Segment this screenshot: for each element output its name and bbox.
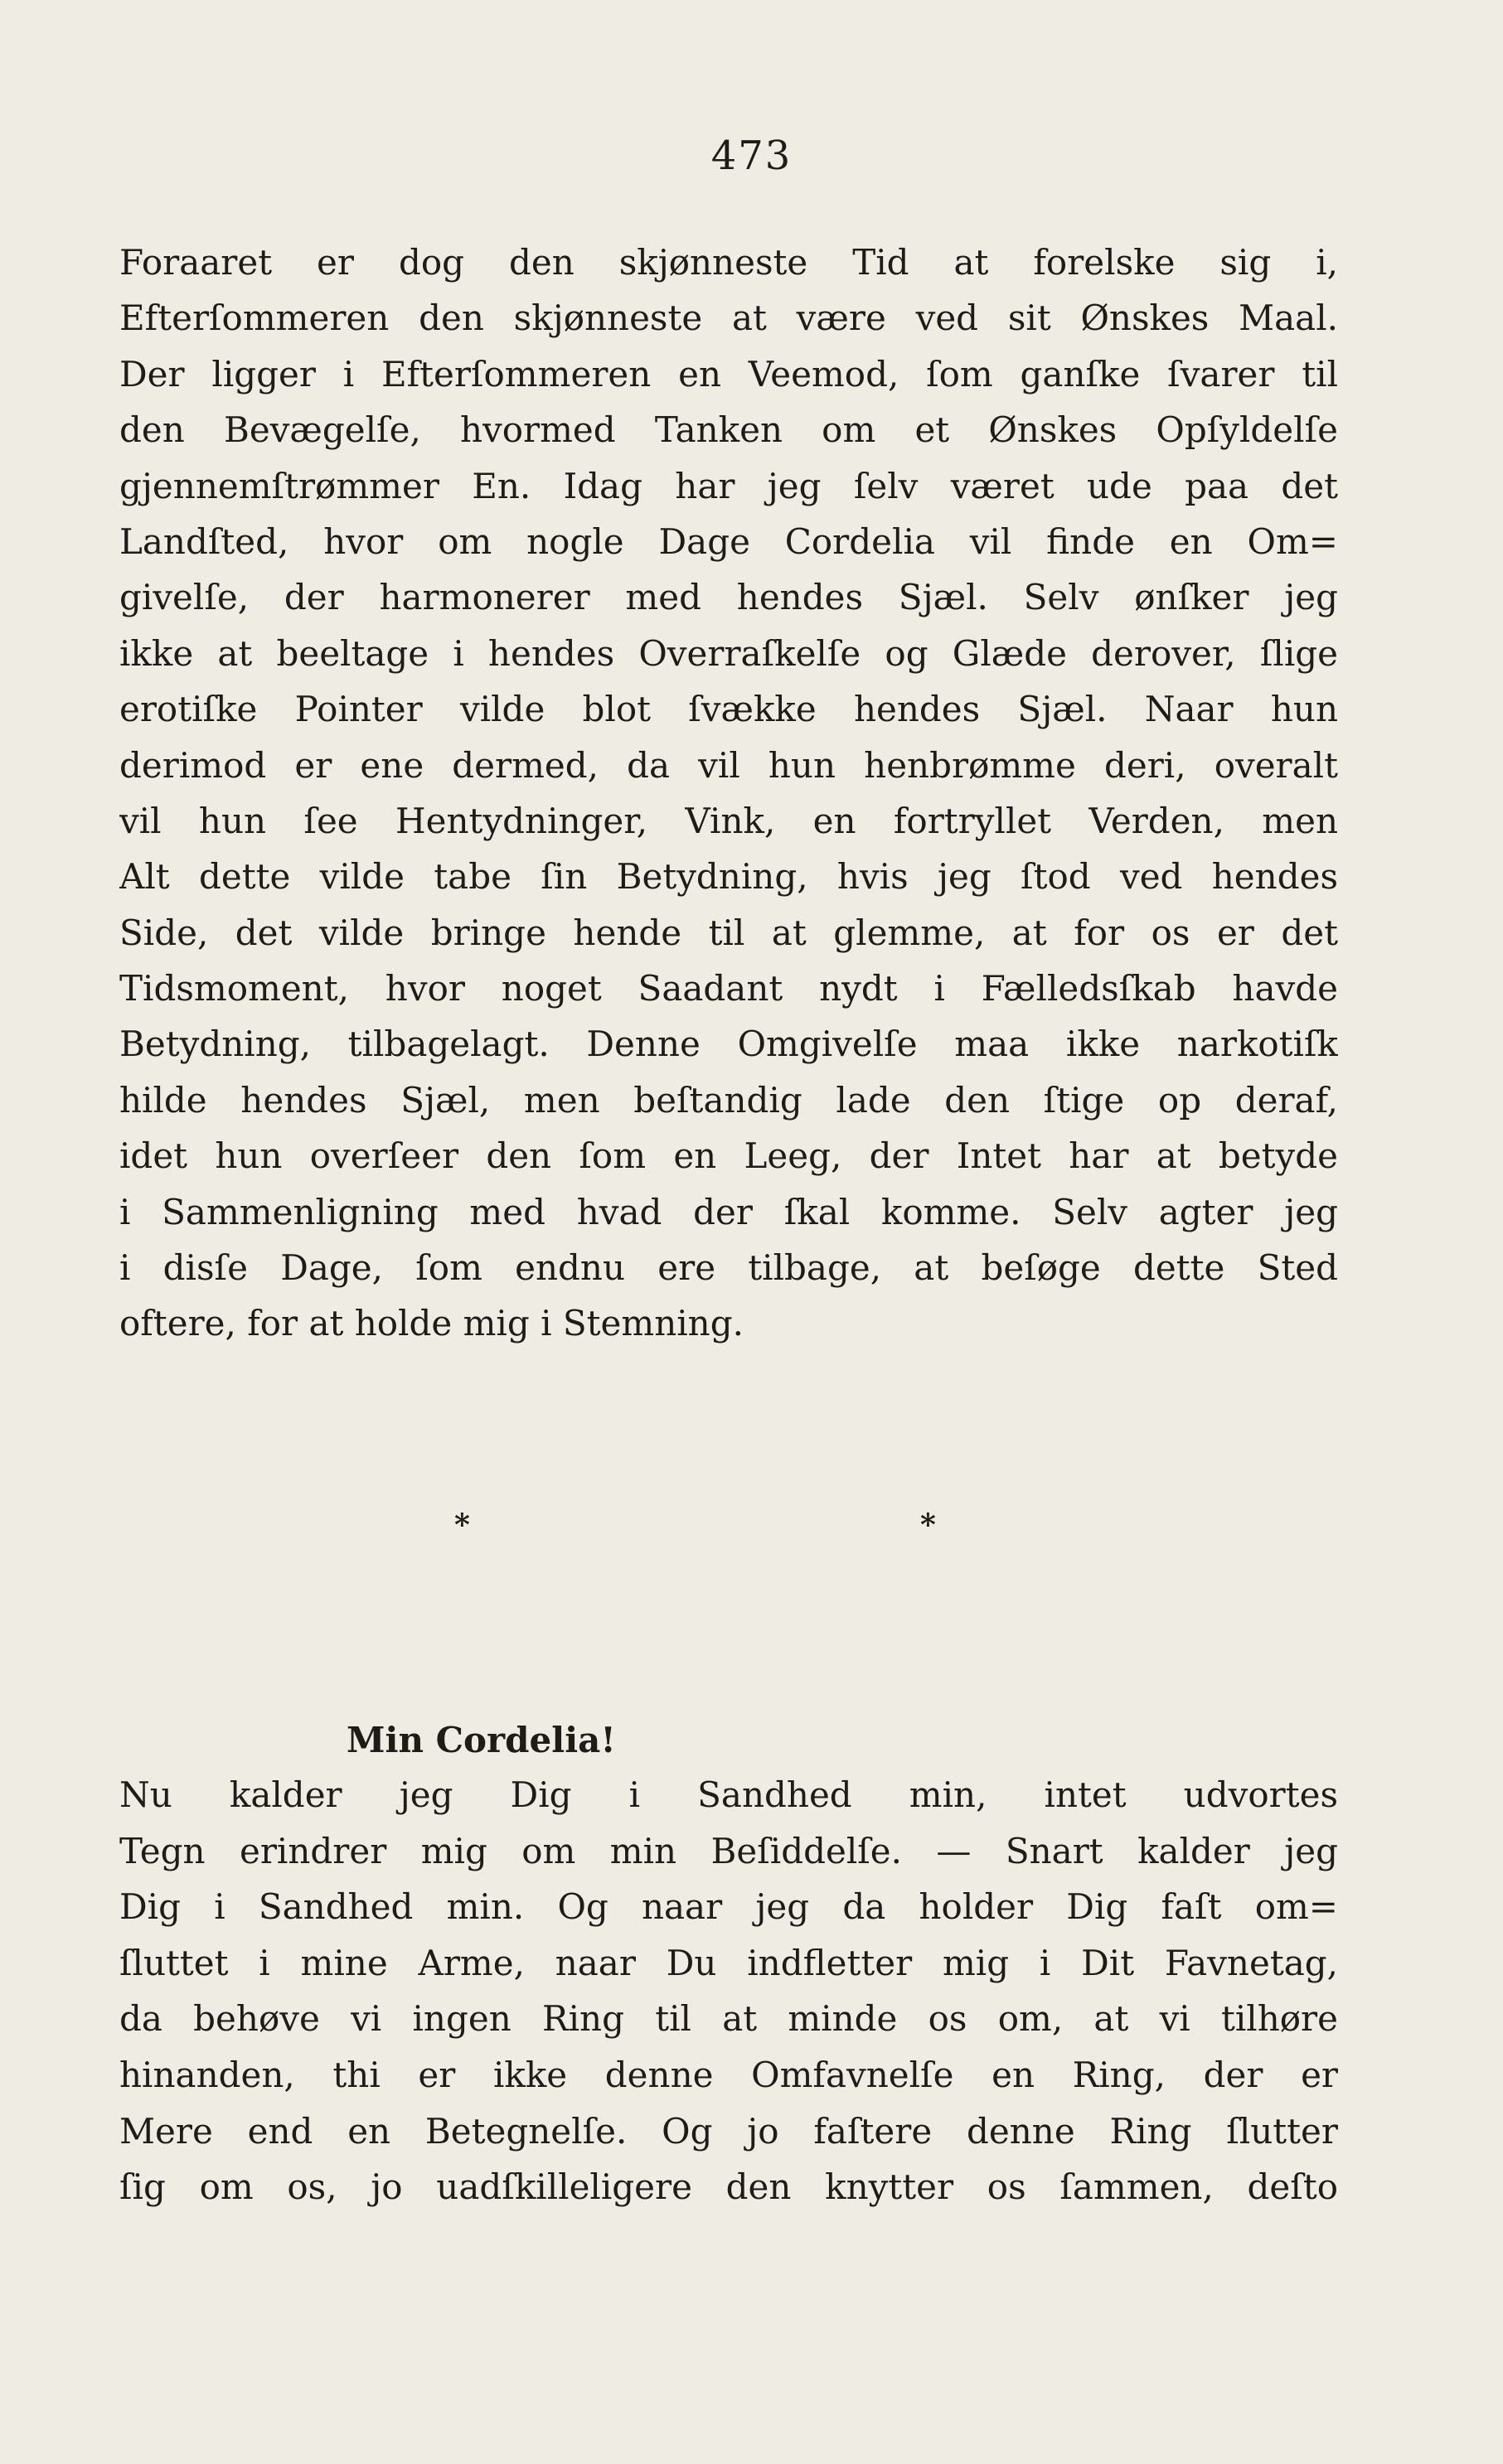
text-line: Der ligger i Efterſommeren en Veemod, ſom ganſke ſvarer til <box>119 353 1338 395</box>
text-line: Mere end en Betegnelſe. Og jo faſtere denne Ring ſlutter <box>119 2110 1338 2152</box>
text-line: derimod er ene dermed, da vil hun henbrømme deri, overalt <box>119 744 1338 786</box>
text-line: den Bevægelſe, hvormed Tanken om et Ønskes Opſyldelſe <box>119 409 1338 451</box>
text-line: i disſe Dage, ſom endnu ere tilbage, at beſøge dette Sted <box>119 1247 1338 1289</box>
text-line: Landſted, hvor om nogle Dage Cordelia vil finde en Om= <box>119 520 1338 562</box>
asterisk-right: * <box>920 1508 936 1542</box>
text-line: vil hun ſee Hentydninger, Vink, en fortryllet Verden, men <box>119 800 1338 841</box>
text-line: Side, det vilde bringe hende til at glemme, at for os er det <box>119 912 1338 953</box>
text-line: ſig om os, jo uadſkilleligere den knytter os ſammen, deſto <box>119 2166 1338 2208</box>
text-line: gjennemſtrømmer En. Idag har jeg ſelv været ude paa det <box>119 465 1338 506</box>
text-line: hilde hendes Sjæl, men beſtandig lade den ſtige op deraf, <box>119 1079 1338 1121</box>
paragraph-1 <box>119 235 1338 1352</box>
letter-salutation: Min Cordelia! <box>347 1720 616 1760</box>
text-line: erotiſke Pointer vilde blot ſvække hendes Sjæl. Naar hun <box>119 689 1338 730</box>
text-line: hinanden, thi er ikke denne Omfavnelſe en Ring, der er <box>119 2054 1338 2095</box>
text-line: oftere, for at holde mig i Stemning. <box>119 1303 744 1344</box>
text-line: Tidsmoment, hvor noget Saadant nydt i Fælledsſkab havde <box>119 968 1338 1009</box>
text-line: Betydning, tilbagelagt. Denne Omgivelſe maa ikke narkotiſk <box>119 1024 1338 1065</box>
text-line: Foraaret er dog den skjønneste Tid at forelske sig i, <box>119 242 1338 283</box>
text-line: ſluttet i mine Arme, naar Du indfletter mig i Dit Favnetag, <box>119 1942 1338 1983</box>
text-line: Alt dette vilde tabe ſin Betydning, hvis jeg ſtod ved hendes <box>119 856 1338 898</box>
text-line: Tegn erindrer mig om min Beſiddelſe. — Snart kalder jeg <box>119 1830 1338 1871</box>
paragraph-2 <box>119 1767 1338 2215</box>
text-line: Nu kalder jeg Dig i Sandhed min, intet udvortes <box>119 1774 1338 1815</box>
text-line: da behøve vi ingen Ring til at minde os om, at vi tilhøre <box>119 1998 1338 2040</box>
asterisk-left: * <box>454 1508 470 1542</box>
text-line: i Sammenligning med hvad der ſkal komme. Selv agter jeg <box>119 1191 1338 1232</box>
text-line: Efterſommeren den skjønneste at være ved sit Ønskes Maal. <box>119 298 1338 339</box>
text-line: givelſe, der harmonerer med hendes Sjæl. Selv ønſker jeg <box>119 577 1338 618</box>
text-line: Dig i Sandhed min. Og naar jeg da holder Dig faſt om= <box>119 1886 1338 1928</box>
text-line: idet hun overſeer den ſom en Leeg, der Intet har at betyde <box>119 1135 1338 1177</box>
page-number: 473 <box>710 133 793 179</box>
section-separator <box>0 1500 1503 1550</box>
text-line: ikke at beeltage i hendes Overraſkelſe og Glæde derover, ſlige <box>119 632 1338 674</box>
